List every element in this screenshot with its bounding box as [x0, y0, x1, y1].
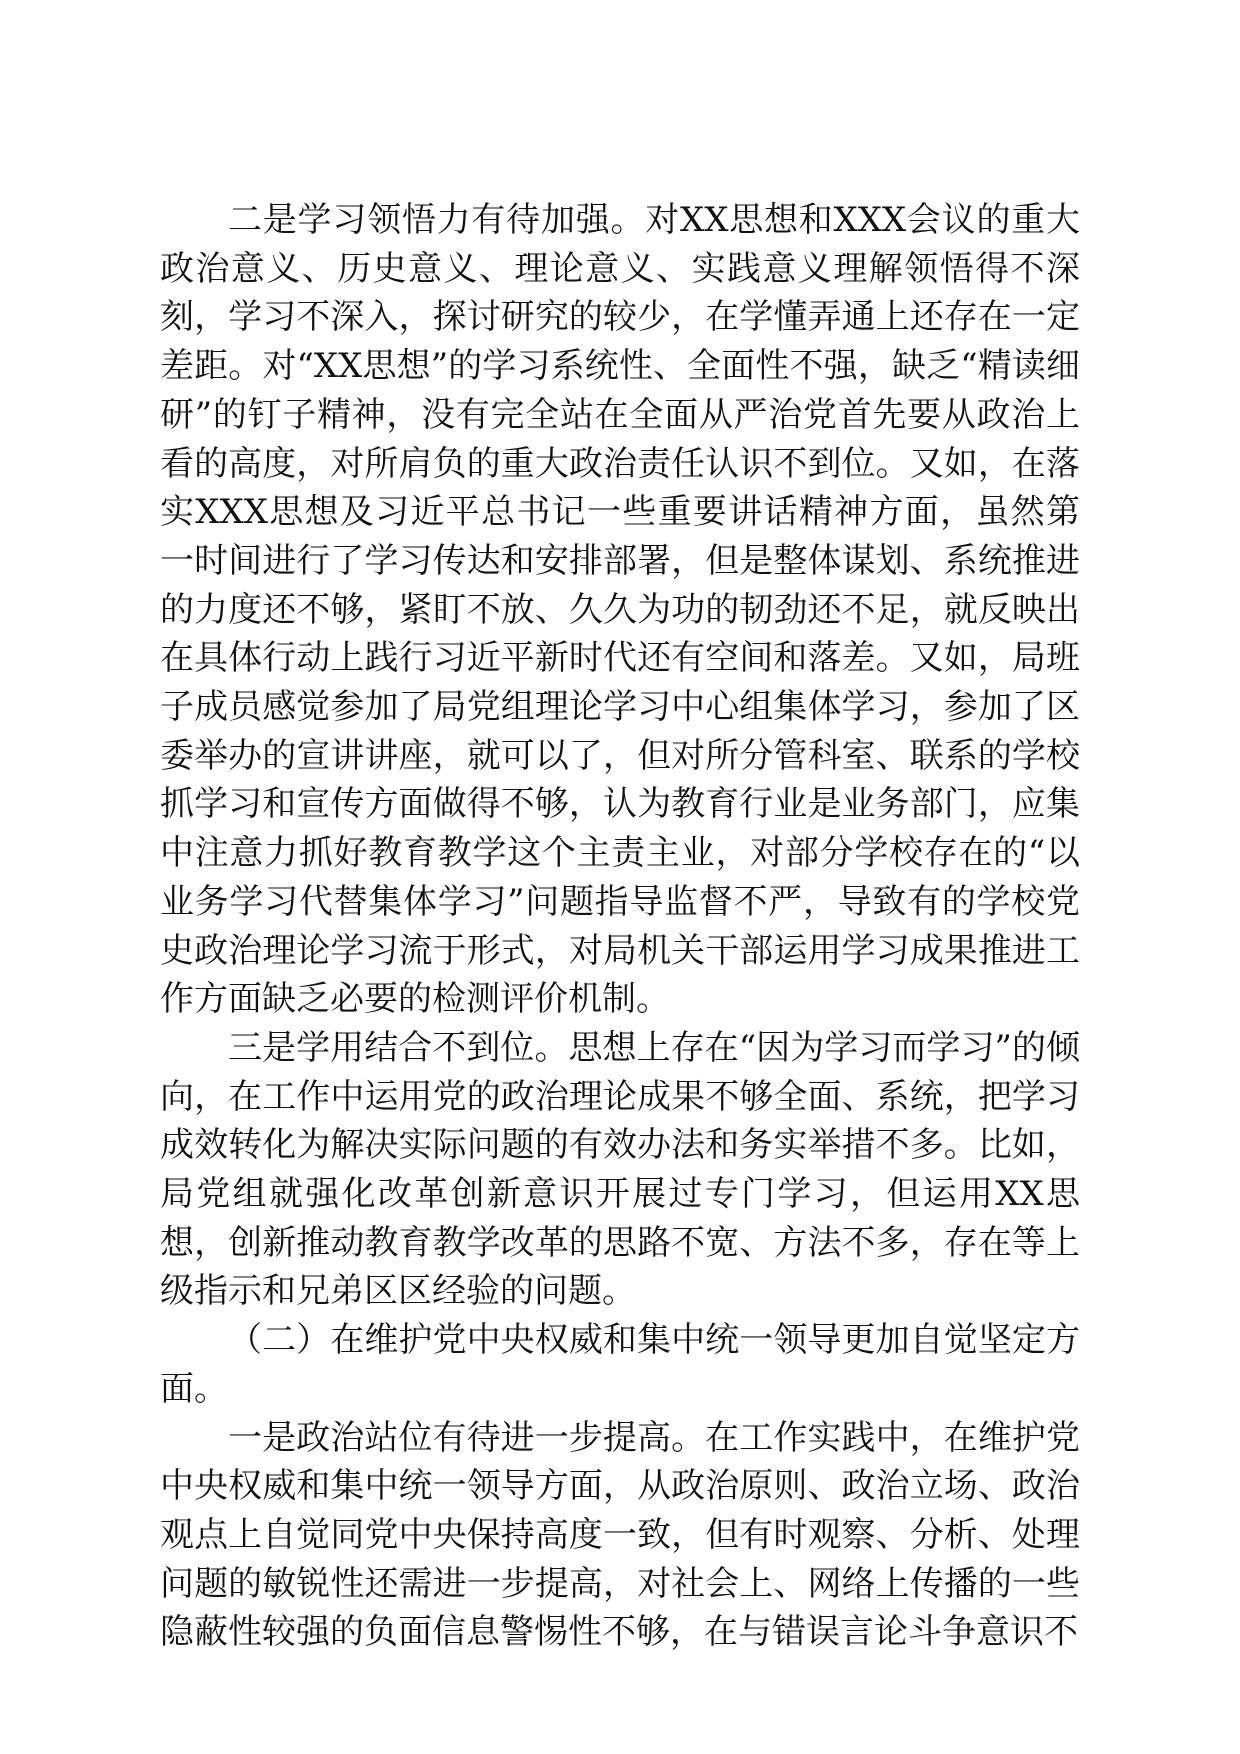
paragraph-study-comprehension: 二是学习领悟力有待加强。对XX思想和XXX会议的重大政治意义、历史意义、理论意义、实践意义理解领悟得不深刻，学习不深入，探讨研究的较少，在学懂弄通上还存在一定差距。对“XX思想”的学习系统性、全面性不强，缺乏“精读细研”的钉子精神，没有完全站在全面从严治党首先要从政治上看的高度，对所肩负的重大政治责任认识不到位。又如，在落实XXX思想及习近平总书记一些重要讲话精神方面，虽然第一时间进行了学习传达和安排部署，但是整体谋划、系统推进的力度还不够，紧盯不放、久久为功的韧劲还不足，就反映出在具体行动上践行习近平新时代还有空间和落差。又如，局班子成员感觉参加了局党组理论学习中心组集体学习，参加了区委举办的宣讲讲座，就可以了，但对所分管科室、联系的学校抓学习和宣传方面做得不够，认为教育行业是业务部门，应集中注意力抓好教育教学这个主责主业，对部分学校存在的“以业务学习代替集体学习”问题指导监督不严，导致有的学校党史政治理论学习流于形式，对局机关干部运用学习成果推进工作方面缺乏必要的检测评价机制。 [160, 200, 1080, 1020]
section-heading-central-authority: （二）在维护党中央权威和集中统一领导更加自觉坚定方面。 [160, 1320, 1080, 1409]
document-body [160, 196, 1080, 1657]
paragraph-political-stance: 一是政治站位有待进一步提高。在工作实践中，在维护党中央权威和集中统一领导方面，从政治原则、政治立场、政治观点上自觉同党中央保持高度一致，但有时观察、分析、处理问题的敏锐性还需进一步提高，对社会上、网络上传播的一些隐蔽性较强的负面信息警惕性不够，在与错误言论斗争意识不 [160, 1417, 1080, 1653]
paragraph-study-application: 三是学用结合不到位。思想上存在“因为学习而学习”的倾向，在工作中运用党的政治理论成果不够全面、系统，把学习成效转化为解决实际问题的有效办法和务实举措不多。比如，局党组就强化改革创新意识开展过专门学习，但运用XX思想，创新推动教育教学改革的思路不宽、方法不多，存在等上级指示和兄弟区区经验的问题。 [160, 1027, 1080, 1312]
